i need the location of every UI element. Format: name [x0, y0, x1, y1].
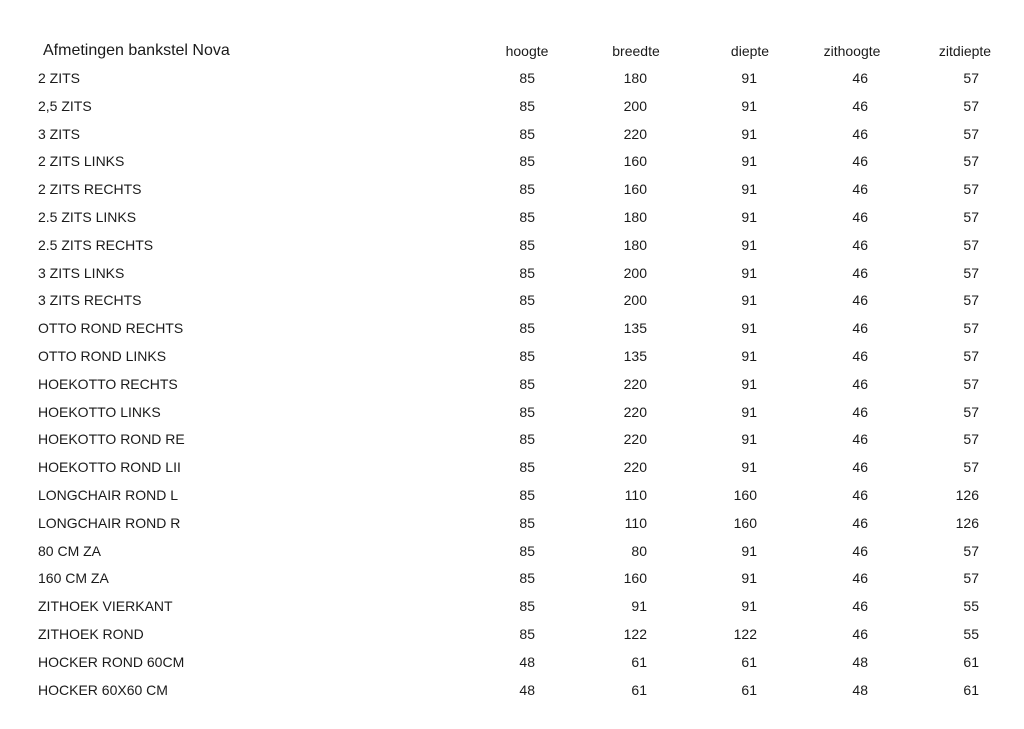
row-label: 2 ZITS	[38, 70, 81, 86]
cell-diepte: 91	[741, 236, 757, 253]
cell-diepte: 160	[733, 487, 757, 503]
column-header-zitdiepte: zitdiepte	[938, 43, 992, 59]
cell-zithoogte: 46	[852, 181, 868, 198]
table-row	[0, 98, 1024, 118]
row-label: HOEKOTTO RECHTS	[38, 375, 178, 392]
cell-diepte: 122	[733, 626, 757, 642]
cell-zithoogte: 46	[852, 209, 868, 225]
cell-breedte: 200	[623, 264, 647, 281]
cell-breedte: 200	[623, 97, 647, 114]
cell-diepte: 91	[741, 125, 757, 142]
cell-zitdiepte: 55	[963, 598, 979, 615]
cell-zitdiepte: 57	[963, 348, 979, 364]
cell-breedte: 180	[623, 70, 647, 86]
row-label: OTTO ROND RECHTS	[38, 320, 184, 337]
row-label: 2 ZITS RECHTS	[38, 181, 142, 198]
column-header-hoogte: hoogte	[505, 43, 549, 59]
cell-hoogte: 85	[519, 236, 535, 253]
cell-hoogte: 85	[519, 570, 535, 587]
cell-hoogte: 85	[519, 70, 535, 86]
table-row	[0, 209, 1024, 229]
cell-zitdiepte: 57	[963, 70, 979, 86]
table-row	[0, 515, 1024, 535]
cell-hoogte: 85	[519, 181, 535, 198]
cell-zithoogte: 46	[852, 626, 868, 642]
row-label: 2.5 ZITS LINKS	[38, 209, 137, 225]
cell-zitdiepte: 57	[963, 403, 979, 420]
cell-diepte: 91	[741, 375, 757, 392]
row-label: 2.5 ZITS RECHTS	[38, 236, 154, 253]
cell-zithoogte: 46	[852, 70, 868, 86]
cell-zitdiepte: 55	[963, 626, 979, 642]
cell-breedte: 220	[623, 431, 647, 448]
cell-diepte: 91	[741, 348, 757, 364]
cell-diepte: 91	[741, 264, 757, 281]
cell-zithoogte: 48	[852, 681, 868, 698]
row-label: HOCKER 60X60 CM	[38, 681, 168, 698]
table-row	[0, 404, 1024, 424]
cell-zitdiepte: 126	[955, 487, 979, 503]
cell-diepte: 91	[741, 431, 757, 448]
cell-hoogte: 85	[519, 320, 535, 337]
cell-zitdiepte: 57	[963, 125, 979, 142]
cell-breedte: 122	[623, 626, 647, 642]
table-row	[0, 431, 1024, 451]
cell-diepte: 61	[741, 681, 757, 698]
cell-zithoogte: 46	[852, 514, 868, 531]
cell-zitdiepte: 57	[963, 570, 979, 587]
row-label: 3 ZITS RECHTS	[38, 292, 142, 309]
cell-zithoogte: 46	[852, 487, 868, 503]
row-label: HOCKER ROND 60CM	[38, 653, 185, 670]
row-label: HOEKOTTO ROND RE	[38, 431, 185, 448]
table-row	[0, 682, 1024, 702]
cell-zithoogte: 46	[852, 459, 868, 476]
table-row	[0, 459, 1024, 479]
cell-breedte: 91	[631, 598, 647, 615]
cell-zitdiepte: 57	[963, 236, 979, 253]
cell-zitdiepte: 57	[963, 375, 979, 392]
row-label: 3 ZITS	[38, 125, 81, 142]
cell-zithoogte: 46	[852, 348, 868, 364]
cell-hoogte: 48	[519, 653, 535, 670]
cell-diepte: 91	[741, 542, 757, 559]
row-label: HOEKOTTO LINKS	[38, 403, 161, 420]
row-label: 2 ZITS LINKS	[38, 153, 125, 170]
cell-hoogte: 85	[519, 97, 535, 114]
cell-zithoogte: 46	[852, 320, 868, 337]
row-label: LONGCHAIR ROND L	[38, 487, 179, 503]
cell-zitdiepte: 57	[963, 542, 979, 559]
cell-hoogte: 85	[519, 403, 535, 420]
table-row	[0, 126, 1024, 146]
cell-breedte: 180	[623, 236, 647, 253]
table-row	[0, 570, 1024, 590]
cell-diepte: 61	[741, 653, 757, 670]
cell-hoogte: 85	[519, 598, 535, 615]
cell-breedte: 110	[624, 514, 647, 531]
column-header-breedte: breedte	[612, 43, 660, 59]
cell-zithoogte: 46	[852, 598, 868, 615]
cell-hoogte: 85	[519, 292, 535, 309]
table-row	[0, 376, 1024, 396]
cell-zitdiepte: 57	[963, 459, 979, 476]
cell-zitdiepte: 57	[963, 264, 979, 281]
cell-breedte: 220	[623, 459, 647, 476]
cell-zithoogte: 46	[852, 570, 868, 587]
cell-zitdiepte: 57	[963, 431, 979, 448]
cell-breedte: 160	[623, 181, 647, 198]
cell-breedte: 220	[623, 125, 647, 142]
cell-zithoogte: 46	[852, 375, 868, 392]
cell-zitdiepte: 57	[963, 181, 979, 198]
cell-zitdiepte: 57	[963, 209, 979, 225]
row-label: HOEKOTTO ROND LII	[38, 459, 181, 476]
cell-zitdiepte: 61	[963, 681, 979, 698]
cell-zitdiepte: 57	[963, 320, 979, 337]
cell-breedte: 160	[623, 153, 647, 170]
cell-diepte: 91	[741, 70, 757, 86]
cell-hoogte: 85	[519, 153, 535, 170]
table-row	[0, 265, 1024, 285]
cell-hoogte: 48	[519, 681, 535, 698]
cell-zitdiepte: 61	[963, 653, 979, 670]
cell-hoogte: 85	[519, 348, 535, 364]
cell-hoogte: 85	[519, 125, 535, 142]
cell-zithoogte: 46	[852, 292, 868, 309]
cell-breedte: 220	[623, 375, 647, 392]
cell-breedte: 220	[623, 403, 647, 420]
cell-zithoogte: 48	[852, 653, 868, 670]
column-header-zithoogte: zithoogte	[823, 43, 881, 59]
cell-diepte: 91	[741, 292, 757, 309]
cell-diepte: 91	[741, 403, 757, 420]
cell-diepte: 160	[733, 514, 757, 531]
table-row	[0, 543, 1024, 563]
table-row	[0, 598, 1024, 618]
cell-zitdiepte: 57	[963, 153, 979, 170]
column-header-diepte: diepte	[730, 43, 770, 59]
cell-hoogte: 85	[519, 431, 535, 448]
cell-zithoogte: 46	[852, 542, 868, 559]
cell-hoogte: 85	[519, 264, 535, 281]
cell-zithoogte: 46	[852, 236, 868, 253]
table-row	[0, 320, 1024, 340]
row-label: 2,5 ZITS	[38, 97, 92, 114]
table-row	[0, 487, 1024, 507]
table-row	[0, 348, 1024, 368]
cell-breedte: 61	[631, 681, 647, 698]
page-title: Afmetingen bankstel Nova	[43, 42, 230, 59]
cell-zithoogte: 46	[852, 153, 868, 170]
cell-breedte: 80	[631, 542, 647, 559]
cell-hoogte: 85	[519, 459, 535, 476]
cell-breedte: 180	[623, 209, 647, 225]
cell-zitdiepte: 57	[963, 292, 979, 309]
cell-diepte: 91	[741, 209, 757, 225]
row-label: 80 CM ZA	[38, 542, 102, 559]
cell-breedte: 110	[624, 487, 647, 503]
row-label: 160 CM ZA	[38, 570, 109, 587]
table-row	[0, 237, 1024, 257]
cell-diepte: 91	[741, 320, 757, 337]
cell-zithoogte: 46	[852, 125, 868, 142]
cell-diepte: 91	[741, 153, 757, 170]
cell-breedte: 135	[623, 348, 647, 364]
cell-hoogte: 85	[519, 514, 535, 531]
row-label: OTTO ROND LINKS	[38, 348, 167, 364]
row-label: 3 ZITS LINKS	[38, 264, 125, 281]
row-label: ZITHOEK VIERKANT	[38, 598, 173, 615]
cell-diepte: 91	[741, 97, 757, 114]
cell-diepte: 91	[741, 570, 757, 587]
cell-diepte: 91	[741, 598, 757, 615]
cell-zithoogte: 46	[852, 264, 868, 281]
cell-zitdiepte: 57	[963, 97, 979, 114]
cell-zithoogte: 46	[852, 431, 868, 448]
cell-hoogte: 85	[519, 487, 535, 503]
cell-zithoogte: 46	[852, 97, 868, 114]
cell-hoogte: 85	[519, 626, 535, 642]
table-row	[0, 654, 1024, 674]
cell-zitdiepte: 126	[955, 514, 979, 531]
table-row	[0, 153, 1024, 173]
row-label: LONGCHAIR ROND R	[38, 514, 181, 531]
cell-hoogte: 85	[519, 542, 535, 559]
table-row	[0, 181, 1024, 201]
table-row	[0, 626, 1024, 646]
cell-diepte: 91	[741, 181, 757, 198]
cell-diepte: 91	[741, 459, 757, 476]
cell-breedte: 61	[631, 653, 647, 670]
table-row	[0, 292, 1024, 312]
cell-hoogte: 85	[519, 375, 535, 392]
cell-breedte: 135	[623, 320, 647, 337]
cell-breedte: 200	[623, 292, 647, 309]
table-row	[0, 70, 1024, 90]
cell-hoogte: 85	[519, 209, 535, 225]
row-label: ZITHOEK ROND	[38, 626, 144, 642]
cell-breedte: 160	[623, 570, 647, 587]
cell-zithoogte: 46	[852, 403, 868, 420]
